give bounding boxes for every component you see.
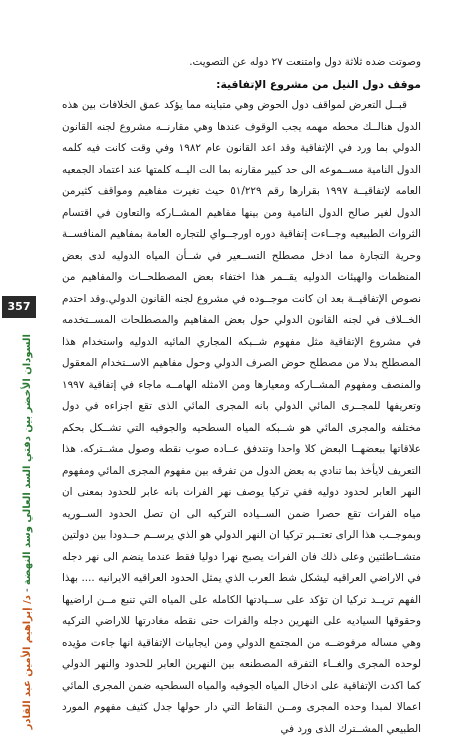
text-column [62, 52, 421, 740]
running-title-author: د/ إبراهيم الأمين عبد القادر [22, 595, 33, 730]
page-number: 357 [2, 296, 36, 318]
body-paragraph: قبــل التعرض لمواقف دول الحوض وهي متباينه مما يؤكد عمق الخلافات بين هذه الدول هنالــك محطه مهمه يجب الوقوف عندها وهي مقارنــه مشروع لجنه القانون الدولي بما ورد في الإتفاقية وقد اعد القانون عام ١٩٨٢ وفي وقت كانت فيه كلمه الدول النامية مســموعه الى حد كبير مقارنه بما الت اليــه كلمتها عند اعتماد الجمعيه العامه لإتفاقيــة ١٩٩٧ بقرارها رقم ٥١/٢٢٩ حيث تغيرت مفاهيم ومواقف كثيرمن الدول لغير صالح الدول النامية ومن بينها مفاهيم المشــاركه والتعاون في اقتسام الثروات الطبيعيه وجــاءت إتفاقية دوره اورجــواي للتجاره العامة بمفاهيم المنافســة وحرية التجارة مما ادخل مصطلح التســعير في شــأن المياه الدوليه لدى بعض المنظمات والهيئات الدوليه يقــمر هذا اختفاء بعض المصطلحــات والمفاهيم من نصوص الإتفاقيــة بعد ان كانت موجــوده في مشروع لجنه القانون الدولي.وقد احتدم الخــلاف في لجنه القانون الدولي حول بعض المفاهيم والمصطلحات المســتخدمه في مشروع الإتفاقية مثل مفهوم شــبكه المجاري المائيه الدوليه واستخدام هذا المصطلح بدلا من مصطلح حوض الصرف الدولي وحول مفاهيم الاســتخدام المعقول والمنصف ومفهوم المشــاركه ومعيارها ومن الامثله الهامــه ماجاء في إتفاقية ١٩٩٧ وتعريفها للمجــرى المائي الدولي بانه المجرى المائي الذى تقع اجزاءه في دول مختلفه والمجرى المائي هو شــبكه المياه السطحيه والجوفيه التي تشــكل بحكم علاقاتها ببعضهــا البعض كلا واحدا وتتدفق عــاده صوب نقطه وصول مشــتركه. هذا التعريف لايأخذ بما تنادي به بعض الدول من تفرقه بين مفهوم المجرى المائي ومفهوم النهر العابر لحدود دوليه ففي تركيا يوصف نهر الفرات بانه عابر للحدود بمعنى ان مياه الفرات تقع حصرا ضمن الســياده التركيه الى ان تصل الحدود الســوريه وبموجــب هذا الراى تعتــبر تركيا ان النهر الدولي هو الذي يرســم حــدودا بين دولتين متشــاطئتين وعلى ذلك فان الفرات يصبح نهرا دوليا فقط عندما ينضم الى نهر دجله في الاراضي العراقيه ليشكل شط العرب الذي يمثل الحدود العراقيه الايرانيه .... بهذا الفهم تريــد تركيا ان تؤكد على ســيادتها الكامله على المياه التي تنبع مــن اراضيها وحقوقها السياديه على النهرين دجله والفرات حتى نقطه مغادرتها للاراضي التركيه وهي مساله مرفوضــه من المجتمع الدولي ومن ايجابيات الإتفاقية انها جاءت مؤيده لوحده المجرى والغــاء التفرقه المصطنعه بين النهرين العابر للحدود والنهر الدولي كما اكدت الإتفاقية على ادخال المياه الجوفيه والمياه السطحيه ضمن المجرى المائي اعمالا لمبدا وحده المجرى ومــن النقاط التي دار حولها جدل كثيف مفهوم المورد الطبيعي المشــترك الذى ورد في [62, 99, 421, 735]
intro-line: وصوتت ضده ثلاثة دول وامتنعت ٢٧ دوله عن التصويت. [189, 56, 421, 68]
side-margin [0, 0, 36, 730]
section-heading: موقف دول النيل من مشروع الإتفاقية: [216, 77, 421, 91]
running-title-separator: - [22, 585, 33, 596]
running-title-book: السودان الأخضر بين دفتي السد العالي وسد النهضة [22, 334, 33, 586]
running-title [18, 334, 38, 730]
